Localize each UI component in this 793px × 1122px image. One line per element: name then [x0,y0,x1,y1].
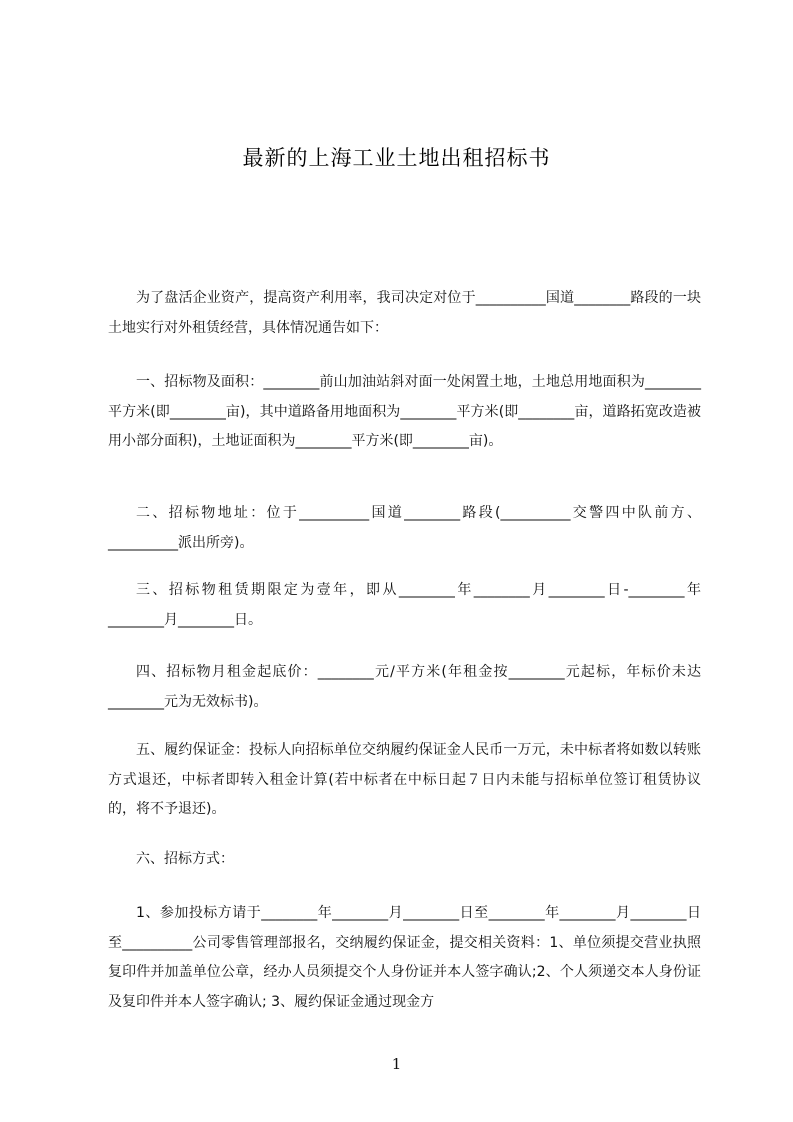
section-6-item-1: 1、参加投标方请于________年________月________日至________年________月________日至__________公司零售管理部报名，交纳履约保证金，提交相关资料：1、单位须提交营业执照复印件并加盖单位公章，经办人员须提交个人身份证并本人签字确认;2、个人须递交本人身份证及复印件并本人签字确认; 3、履约保证金通过现金方 [108,905,701,1010]
section-6-heading: 六、招标方式： [136,851,234,867]
section-4-paragraph: 四、招标物月租金起底价：________元/平方米(年租金按________元起标，年标价未达________元为无效标书)。 [108,664,701,710]
section-2-paragraph: 二、招标物地址：位于__________国道________路段(__________交警四中队前方、__________派出所旁)。 [108,505,701,551]
section-3-paragraph: 三、招标物租赁期限定为壹年，即从________年________月________日-________年________月________日。 [108,582,701,628]
page-title: 最新的上海工业土地出租招标书 [242,146,551,170]
section-5-paragraph: 五、履约保证金：投标人向招标单位交纳履约保证金人民币一万元，未中标者将如数以转账方式退还，中标者即转入租金计算(若中标者在中标日起７日内未能与招标单位签订租赁协议的，将不予退还)。 [108,742,701,817]
page-number: 1 [391,1055,402,1073]
intro-paragraph: 为了盘活企业资产，提高资产利用率，我司决定对位于__________国道________路段的一块土地实行对外租赁经营，具体情况通告如下： [108,290,701,336]
section-1-paragraph: 一、招标物及面积：________前山加油站斜对面一处闲置土地，土地总用地面积为________平方米(即________亩)，其中道路备用地面积为________平方米(即________亩，道路拓宽改造被用小部分面积)，土地证面积为________平方米(即________亩)。 [108,374,701,449]
